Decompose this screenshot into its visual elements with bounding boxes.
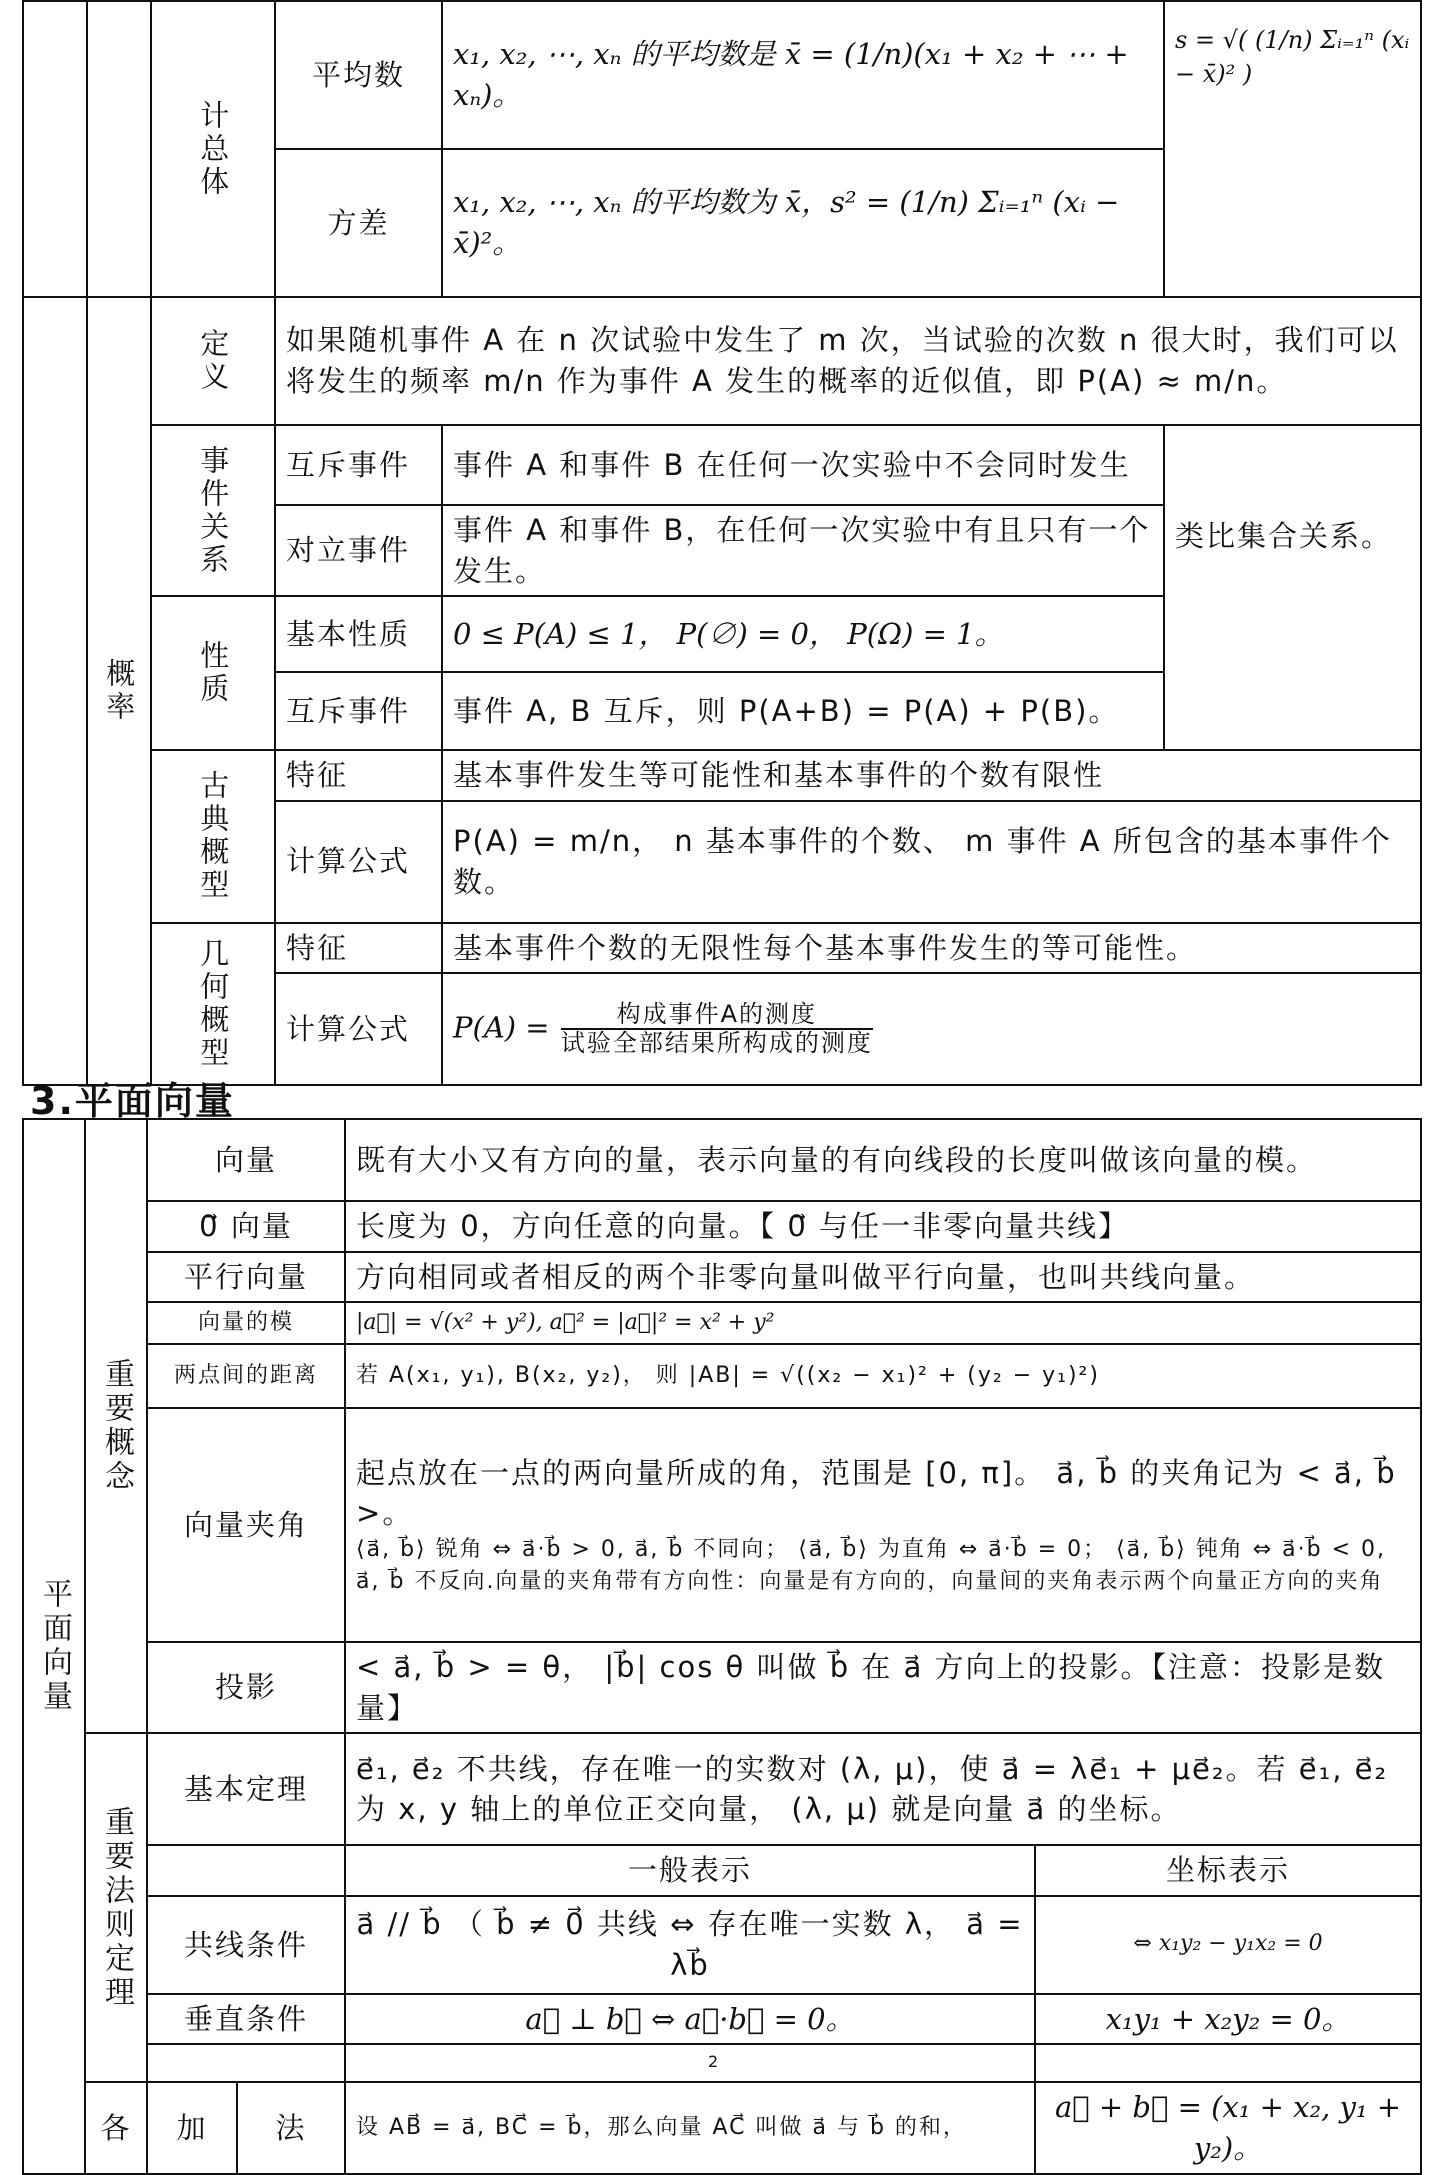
blank-cell — [1035, 2044, 1421, 2082]
perpendicular-coordinate: x₁y₁ + x₂y₂ = 0。 — [1035, 1994, 1421, 2045]
addition-label-1: 加 — [147, 2082, 237, 2173]
geometric-formula-fraction — [561, 1001, 873, 1058]
geometric-feature-text: 基本事件个数的无限性每个基本事件发生的等可能性。 — [442, 923, 1421, 974]
basic-property-formula: 0 ≤ P(A) ≤ 1， P(∅) = 0， P(Ω) = 1。 — [442, 596, 1164, 672]
vector-table — [22, 1118, 1422, 2175]
perpendicular-label: 垂直条件 — [147, 1994, 345, 2045]
mean-definition: x₁, x₂, ⋯, xₙ 的平均数是 x̄ = (1/n)(x₁ + x₂ + ⋯ + xₙ)。 — [442, 1, 1164, 149]
classical-formula-text: P(A) = m/n， n 基本事件的个数、 m 事件 A 所包含的基本事件个数。 — [442, 801, 1421, 923]
operations-label: 各 — [85, 2082, 147, 2173]
laws-label: 重要法则定理 — [85, 1733, 147, 2082]
basic-theorem-text: e⃗₁, e⃗₂ 不共线，存在唯一的实数对 (λ, μ)，使 a⃗ = λe⃗₁ + μe⃗₂。若 e⃗₁, e⃗₂ 为 x, y 轴上的单位正交向量， (λ, μ) 就是向量 a⃗ 的坐标。 — [345, 1733, 1421, 1845]
angle-text-detail: ⟨a⃗, b⃗⟩ 锐角 ⇔ a⃗·b⃗ > 0, a⃗, b⃗ 不同向； ⟨a⃗, b⃗⟩ 为直角 ⇔ a⃗·b⃗ = 0； ⟨a⃗, b⃗⟩ 钝角 ⇔ a⃗·b⃗ < 0, a⃗, b⃗ 不反向.向量的夹角带有方向性：向量是有方向的，向量间的夹角表示两个向量正方向的夹角 — [356, 1536, 1387, 1594]
opposite-event-definition: 事件 A 和事件 B，在任何一次实验中有且只有一个发生。 — [442, 505, 1164, 596]
projection-definition: < a⃗, b⃗ > = θ， |b⃗| cos θ 叫做 b⃗ 在 a⃗ 方向上的投影。【注意：投影是数量】 — [345, 1642, 1421, 1733]
definition-label: 定义 — [151, 297, 275, 425]
opposite-event-label: 对立事件 — [275, 505, 442, 596]
classical-feature-text: 基本事件发生等可能性和基本事件的个数有限性 — [442, 750, 1421, 801]
modulus-formula: |a⃗| = √(x² + y²), a⃗² = |a⃗|² = x² + y² — [345, 1302, 1421, 1344]
blank-cell — [147, 2044, 345, 2082]
property-label: 性质 — [151, 596, 275, 750]
geometric-formula-denominator: 试验全部结果所构成的测度 — [560, 1029, 873, 1058]
projection-label: 投影 — [147, 1642, 345, 1733]
geometric-formula-numerator: 构成事件A的测度 — [561, 1001, 873, 1031]
analogy-note: 类比集合关系。 — [1164, 425, 1421, 750]
perpendicular-general: a⃗ ⊥ b⃗ ⇔ a⃗·b⃗ = 0。 — [345, 1994, 1035, 2045]
geometric-model-label: 几何概型 — [151, 923, 275, 1086]
classical-feature-label: 特征 — [275, 750, 442, 801]
mutually-exclusive-definition: 事件 A 和事件 B 在任何一次实验中不会同时发生 — [442, 425, 1164, 505]
zero-vector-label: 0⃗ 向量 — [147, 1201, 345, 1252]
collinear-coordinate: ⇔ x₁y₂ − y₁x₂ = 0 — [1035, 1896, 1421, 1994]
zero-vector-definition: 长度为 0，方向任意的向量。【 0⃗ 与任一非零向量共线】 — [345, 1201, 1421, 1252]
distance-formula: 若 A(x₁, y₁), B(x₂, y₂)， 则 |AB| = √((x₂ − x₁)² + (y₂ − y₁)²) — [345, 1344, 1421, 1408]
vectors-main-label: 平面向量 — [23, 1119, 85, 2174]
geometric-feature-label: 特征 — [275, 923, 442, 974]
exclusive-property-formula: 事件 A, B 互斥，则 P(A+B) = P(A) + P(B)。 — [442, 672, 1164, 750]
distance-label: 两点间的距离 — [147, 1344, 345, 1408]
basic-property-label: 基本性质 — [275, 596, 442, 672]
coordinate-form-header: 坐标表示 — [1035, 1845, 1421, 1896]
classical-model-label: 古典概型 — [151, 750, 275, 923]
parallel-vector-definition: 方向相同或者相反的两个非零向量叫做平行向量，也叫共线向量。 — [345, 1252, 1421, 1303]
parallel-vector-label: 平行向量 — [147, 1252, 345, 1303]
geometric-formula-prefix: P(A) = — [453, 1010, 550, 1045]
basic-theorem-label: 基本定理 — [147, 1733, 345, 1845]
vector-definition: 既有大小又有方向的量，表示向量的有向线段的长度叫做该向量的模。 — [345, 1119, 1421, 1201]
angle-definition — [345, 1408, 1421, 1642]
vector-label: 向量 — [147, 1119, 345, 1201]
mutually-exclusive-label: 互斥事件 — [275, 425, 442, 505]
event-relation-label: 事件关系 — [151, 425, 275, 596]
concepts-label: 重要概念 — [85, 1119, 147, 1733]
exclusive-property-label: 互斥事件 — [275, 672, 442, 750]
addition-coordinate: a⃗ + b⃗ = (x₁ + x₂, y₁ + y₂)。 — [1035, 2082, 1421, 2173]
angle-text-main: 起点放在一点的两向量所成的角，范围是 [0, π]。 a⃗, b⃗ 的夹角记为 < a⃗, b⃗ >。 — [356, 1455, 1397, 1531]
stats-probability-table — [22, 0, 1422, 1086]
section-title: 3.平面向量 — [30, 1079, 235, 1123]
blank-cell — [87, 1, 151, 297]
page-number: 2 — [708, 2052, 719, 2071]
addition-general: 设 AB⃗ = a⃗, BC⃗ = b⃗，那么向量 AC⃗ 叫做 a⃗ 与 b⃗ 的和， — [345, 2082, 1035, 2173]
variance-label: 方差 — [275, 149, 442, 297]
geometric-formula — [442, 973, 1421, 1085]
classical-formula-label: 计算公式 — [275, 801, 442, 923]
collinear-general: a⃗ // b⃗ （ b⃗ ≠ 0⃗ 共线 ⇔ 存在唯一实数 λ， a⃗ = λb⃗ — [345, 1896, 1035, 1994]
geometric-formula-label: 计算公式 — [275, 973, 442, 1085]
stats-group-label: 计总体 — [151, 1, 275, 297]
collinear-label: 共线条件 — [147, 1896, 345, 1994]
blank-cell — [23, 297, 87, 1085]
std-dev-formula: s = √( (1/n) Σᵢ₌₁ⁿ (xᵢ − x̄)² ) — [1164, 1, 1421, 297]
probability-definition: 如果随机事件 A 在 n 次试验中发生了 m 次，当试验的次数 n 很大时，我们可以将发生的频率 m/n 作为事件 A 发生的概率的近似值，即 P(A) ≈ m/n。 — [275, 297, 1421, 425]
blank-cell — [23, 1, 87, 297]
probability-section-label: 概率 — [87, 297, 151, 1085]
angle-label: 向量夹角 — [147, 1408, 345, 1642]
modulus-label: 向量的模 — [147, 1302, 345, 1344]
general-form-header: 一般表示 — [345, 1845, 1035, 1896]
variance-definition: x₁, x₂, ⋯, xₙ 的平均数为 x̄，s² = (1/n) Σᵢ₌₁ⁿ (xᵢ − x̄)²。 — [442, 149, 1164, 297]
blank-cell — [147, 1845, 345, 1896]
addition-label-2: 法 — [237, 2082, 345, 2173]
blank-cell — [345, 2044, 1035, 2082]
mean-label: 平均数 — [275, 1, 442, 149]
